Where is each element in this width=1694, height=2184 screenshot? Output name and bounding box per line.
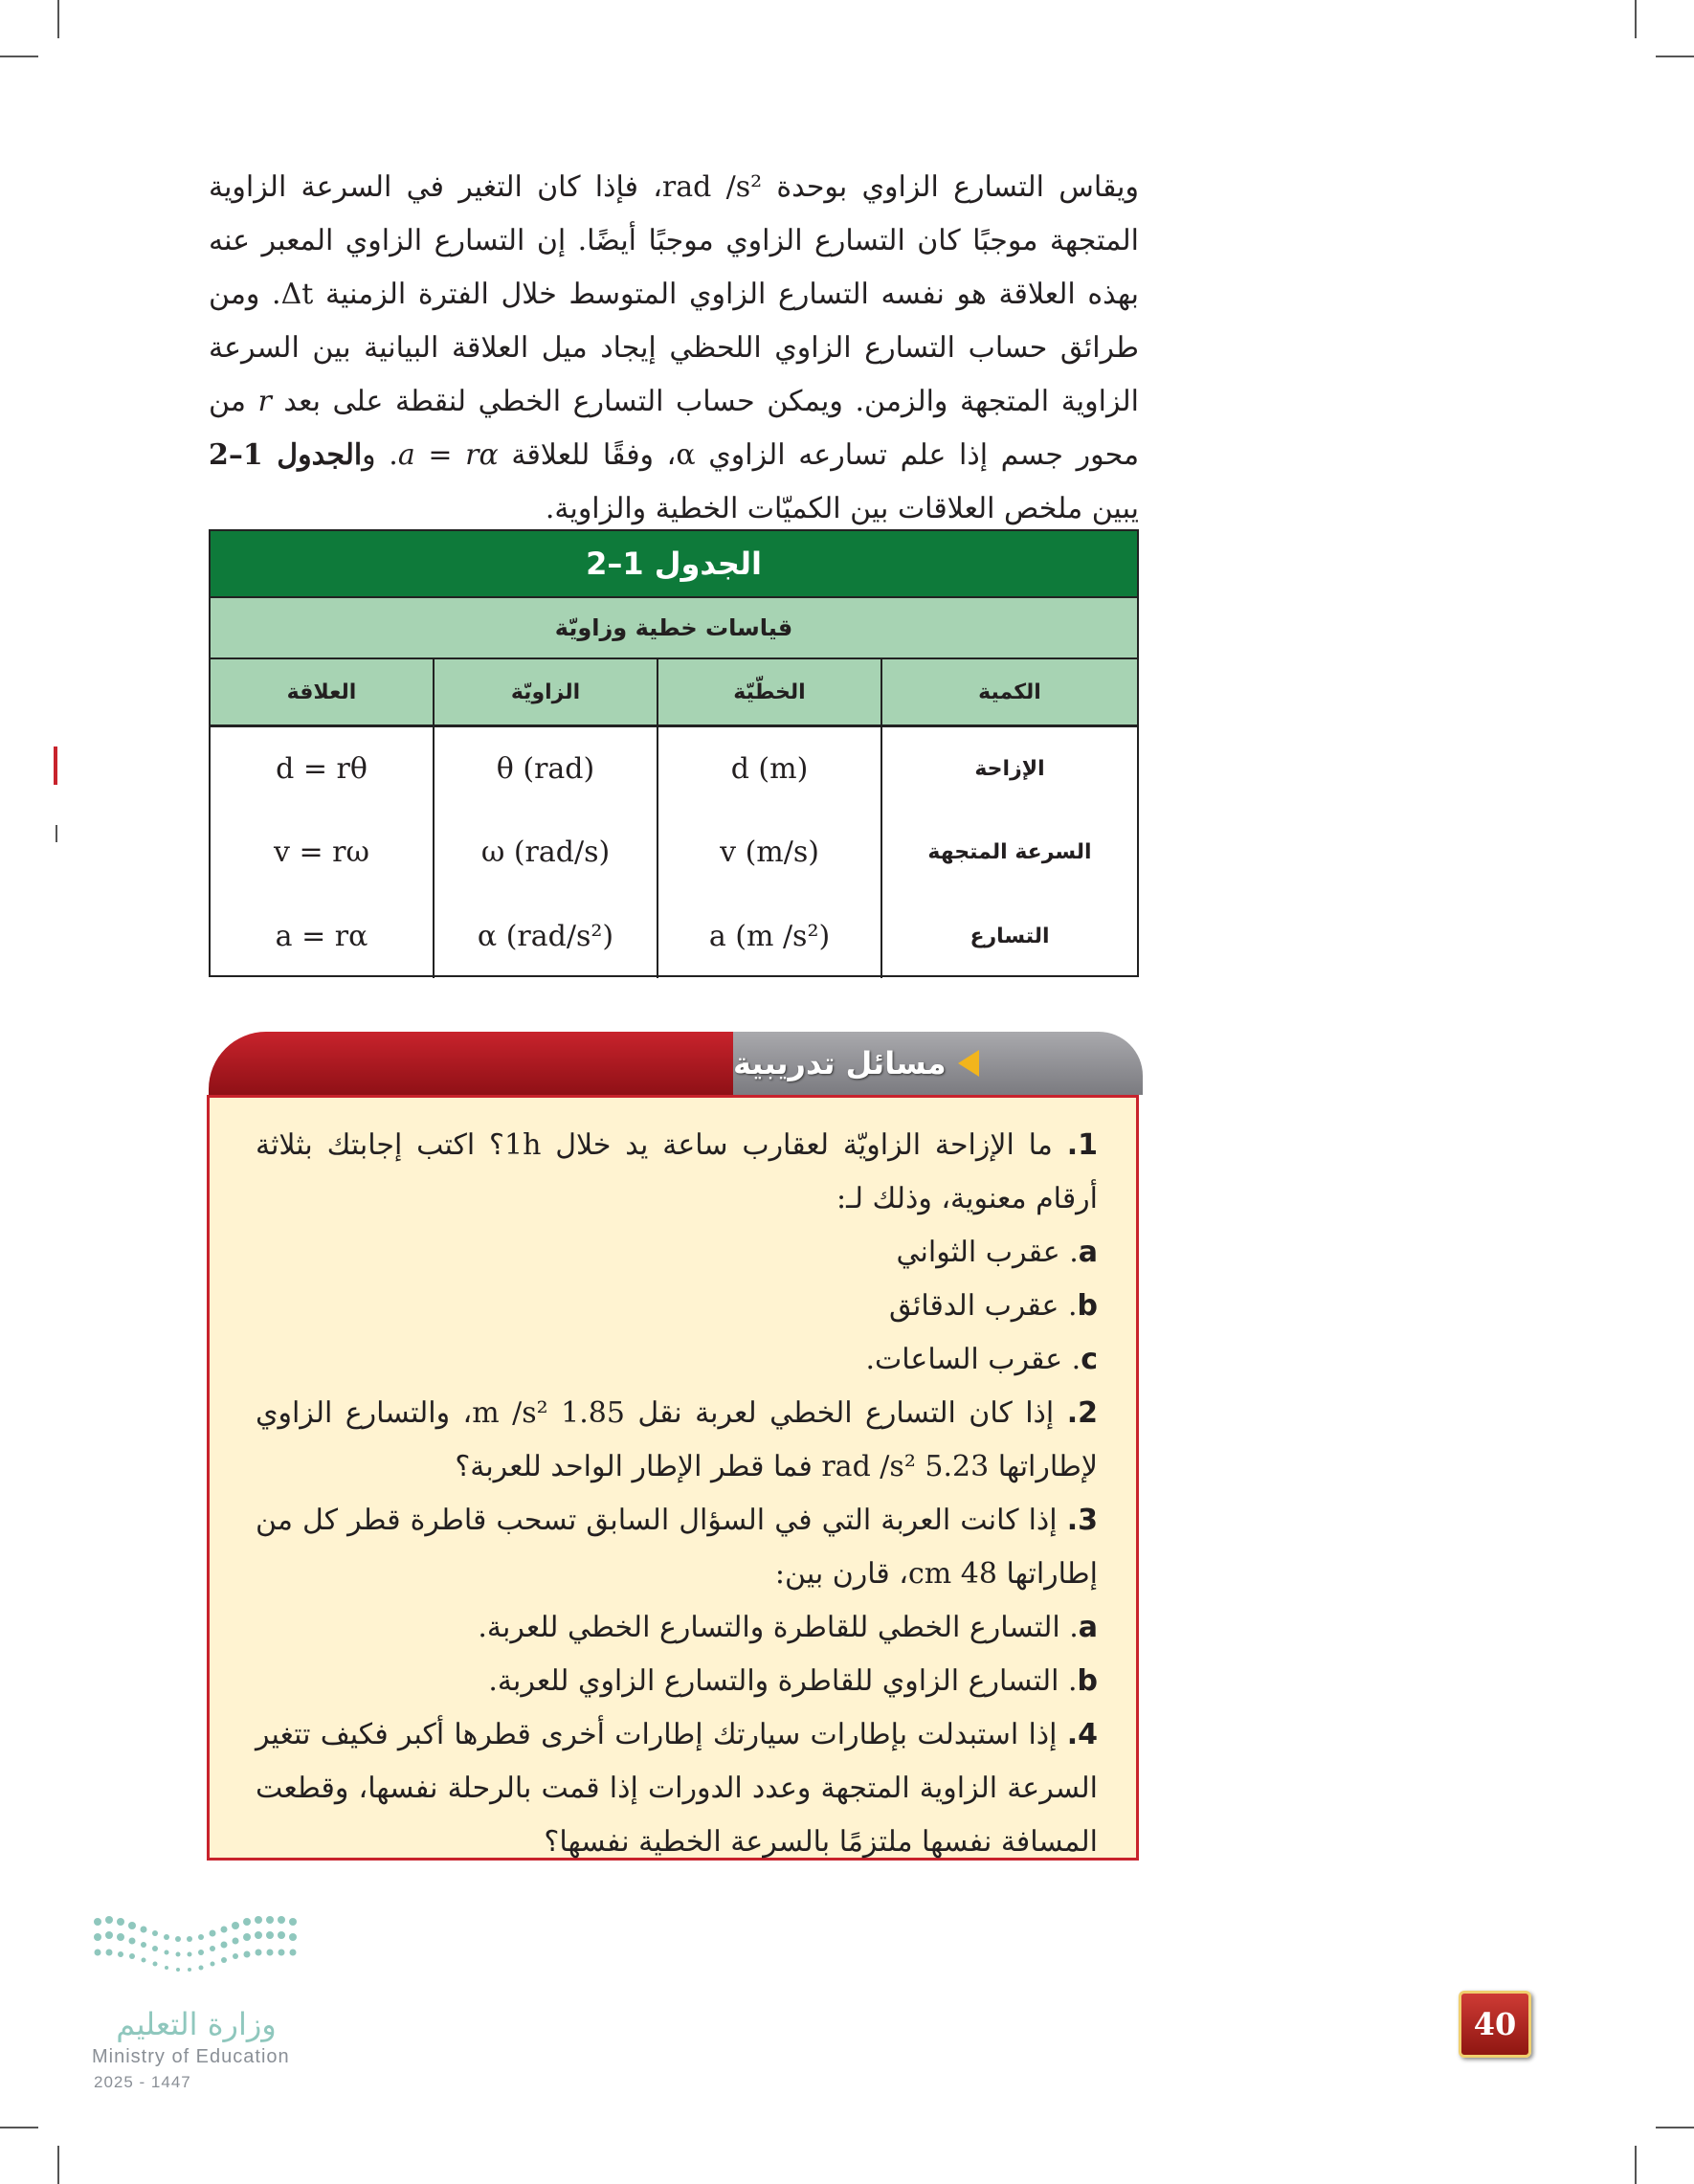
problem-number: 3. [1066,1504,1098,1537]
practice-box [207,1095,1139,1861]
table-row [211,895,1137,978]
practice-title: مسائل تدريبية [733,1045,947,1081]
problem-1-a [897,1226,1098,1280]
intro-paragraph [209,161,1139,536]
problem-text: ما الإزاحة الزاويّة لعقارب ساعة يد خلال 1h؟ اكتب إجابتك بثلاثة أرقام معنوية، وذلك لـ: [256,1128,1098,1215]
cell-quantity: التسارع [880,895,1137,978]
problem-4 [256,1708,1098,1869]
ministry-logo-icon [92,1914,302,2010]
problem-text: إذا كان التسارع الخطي لعربة نقل 1.85 m /s²، والتسارع الزاوي لإطاراتها 5.23 rad /s² فما قطر الإطار الواحد للعربة؟ [256,1396,1098,1483]
problem-1-b [889,1280,1098,1333]
delta-t: Δt [280,278,314,311]
cell-linear: v (m/s) [657,811,880,894]
arrow-icon [958,1050,979,1077]
cell-relation: d = rθ [276,752,368,787]
edition-year: 2025 - 1447 [94,2073,191,2091]
table-title: الجدول 1–2 [211,531,1137,598]
sub-text: . التسارع الخطي للقاطرة والتسارع الخطي للعربة. [478,1611,1079,1644]
problem-3-b [488,1655,1098,1708]
problem-text: إذا استبدلت بإطارات سيارتك إطارات أخرى قطرها أكبر فكيف تتغير السرعة الزاوية المتجهة وعدد الدورات إذا قمت بالرحلة نفسها، وقطعت المسافة نفسها ملتزمًا بالسرعة الخطية نفسها؟ [256,1718,1098,1859]
problem-1 [256,1119,1098,1226]
cell-quantity: السرعة المتجهة [880,811,1137,894]
crop-mark [0,56,38,57]
para-text: من محور جسم إذا علم تسارعه الزاوي α، وفقًا للعلاقة [209,385,1140,472]
header-linear: الخطّيّة [657,659,880,724]
sub-label: b [1077,1664,1098,1698]
practice-header-tab [733,1032,1143,1095]
header-angular: الزاويّة [433,659,657,724]
ministry-name-arabic: وزارة التعليم [116,2006,277,2042]
sub-label: b [1077,1289,1098,1323]
table-row [211,727,1137,811]
variable-r: r [257,385,272,418]
sub-text: . عقرب الساعات. [865,1343,1081,1376]
problem-number: 4. [1066,1718,1098,1751]
crop-mark [1656,2127,1694,2128]
crop-mark [1635,0,1637,38]
crop-mark [57,0,59,38]
sub-text: . عقرب الثواني [896,1236,1079,1269]
cell-quantity: الإزاحة [880,727,1137,811]
unit-text: rad /s² [661,170,763,204]
register-mark [54,747,57,785]
problem-3 [256,1494,1098,1601]
register-mark [56,825,57,842]
table-header-row [211,659,1137,727]
measurements-table [209,529,1139,977]
sub-text: . التسارع الزاوي للقاطرة والتسارع الزاوي للعربة. [488,1664,1078,1698]
problem-1-c [866,1333,1098,1387]
cell-linear: d (m) [657,727,880,811]
para-text: ويقاس التسارع الزاوي بوحدة [762,170,1139,204]
sub-label: a [1078,1236,1098,1269]
cell-relation: a = rα [275,919,368,953]
crop-mark [57,2146,59,2184]
problem-3-a [478,1601,1098,1655]
table-row [211,811,1137,894]
problem-text: إذا كانت العربة التي في السؤال السابق تسحب قاطرة قطر كل من إطاراتها 48 cm، قارن بين: [256,1504,1098,1591]
page-number: 40 [1459,1991,1531,2058]
sub-label: c [1081,1343,1098,1376]
table-subtitle: قياسات خطية وزاويّة [211,598,1137,659]
cell-angular: α (rad/s²) [433,895,657,978]
para-text: . ومن طرائق حساب التسارع الزاوي اللحظي إيجاد ميل العلاقة البيانية بين السرعة الزاوية المتجهة والزمن. ويمكن حساب التسارع الخطي لنقطة على بعد [209,278,1139,418]
cell-angular: ω (rad/s) [433,811,657,894]
header-quantity: الكمية [880,659,1137,724]
ministry-name-english: Ministry of Education [92,2046,290,2067]
table-reference: الجدول 1–2 [209,438,363,472]
para-text: يبين ملخص العلاقات بين الكميّات الخطية والزاوية. [545,492,1139,525]
para-text: ، فإذا كان التغير في السرعة الزاوية المتجهة موجبًا كان التسارع الزاوي موجبًا أيضًا. إن التسارع الزاوي المعبر عنه بهذه العلاقة هو نفسه التسارع الزاوي المتوسط خلال الفترة الزمنية [209,170,1139,311]
sub-label: a [1078,1611,1098,1644]
table-body [211,727,1137,978]
header-relation: العلاقة [286,680,357,704]
cell-relation: v = rω [274,836,369,870]
problem-number: 2. [1066,1396,1098,1430]
crop-mark [0,2127,38,2128]
sub-text: . عقرب الدقائق [888,1289,1078,1323]
problem-2 [256,1387,1098,1494]
crop-mark [1635,2146,1637,2184]
cell-linear: a (m /s²) [657,895,880,978]
para-text: . و [362,438,398,472]
problem-number: 1. [1066,1128,1098,1162]
formula: a = rα [397,438,499,472]
cell-angular: θ (rad) [433,727,657,811]
crop-mark [1656,56,1694,57]
